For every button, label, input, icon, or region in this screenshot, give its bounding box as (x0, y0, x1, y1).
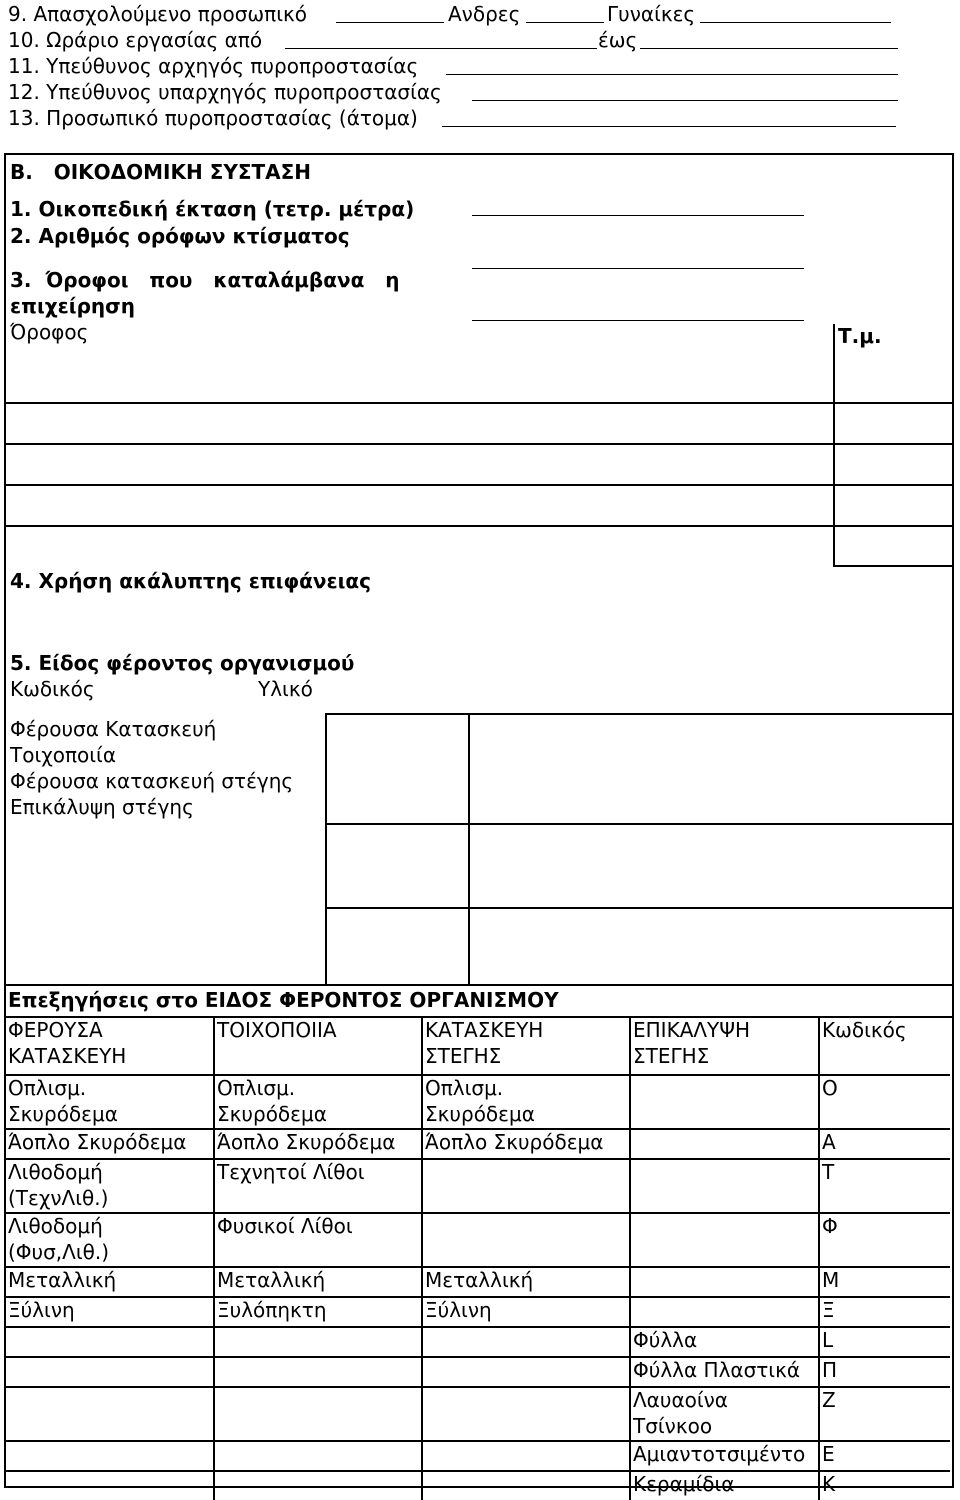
sqm-label: Τ.μ. (838, 324, 882, 348)
legend-cell: L (822, 1328, 834, 1352)
floor-label: Όροφος (10, 320, 89, 344)
plot-area-label: 1. Οικοπεδική έκταση (τετρ. μέτρα) (10, 197, 415, 221)
structure-table-line (325, 907, 954, 909)
legend-cell: Φυσικοί Λίθοι (217, 1214, 353, 1238)
legend-cell: Ξ (822, 1298, 835, 1322)
legend-cell: Τ (822, 1160, 835, 1184)
floors-table-row-line (4, 525, 954, 527)
hours-to-blank[interactable] (640, 48, 898, 49)
structure-row-label: Φέρουσα Κατασκευή (10, 717, 217, 741)
open-space-label: 4. Χρήση ακάλυπτης επιφάνειας (10, 569, 371, 593)
legend-cell: Λαυαοίνα Τσίνκοο (633, 1388, 728, 1438)
floors-table-row-line (4, 484, 954, 486)
legend-cell: Άοπλο Σκυρόδεμα (217, 1130, 396, 1154)
fire-staff-label: 13. Προσωπικό πυροπροστασίας (άτομα) (8, 106, 418, 130)
structure-table-line (325, 823, 954, 825)
legend-column-line (629, 1016, 631, 1500)
legend-cell: Κεραμίδια (633, 1472, 735, 1496)
staff-men-blank[interactable] (336, 22, 444, 23)
structure-table-divider (325, 713, 327, 984)
floors-count-label: 2. Αριθμός ορόφων κτίσματος (10, 224, 350, 248)
legend-cell: Μεταλλική (8, 1268, 117, 1292)
structure-table-line (325, 713, 954, 715)
legend-row-line (4, 1386, 950, 1388)
code-label: Κωδικός (10, 677, 95, 701)
legend-cell: Άοπλο Σκυρόδεμα (425, 1130, 604, 1154)
legend-table (4, 1016, 954, 1496)
legend-row-line (4, 1326, 950, 1328)
legend-cell: Μ (822, 1268, 840, 1292)
structure-table-line (4, 984, 954, 986)
staff-label: 9. Απασχολούμενο προσωπικό (8, 2, 307, 26)
legend-cell: Τεχνητοί Λίθοι (217, 1160, 365, 1184)
legend-row-line (4, 1212, 950, 1214)
staff-women-blank[interactable] (700, 22, 891, 23)
legend-header-cell: ΚΑΤΑΣΚΕΥΗ ΣΤΕΓΗΣ (425, 1018, 544, 1068)
floors-count-blank[interactable] (472, 268, 804, 269)
structure-type-label: 5. Είδος φέροντος οργανισμού (10, 651, 355, 675)
legend-cell: Α (822, 1130, 836, 1154)
legend-row-line (4, 1440, 950, 1442)
structure-row-label: Επικάλυψη στέγης (10, 795, 194, 819)
legend-header-cell: ΕΠΙΚΑΛΥΨΗ ΣΤΕΓΗΣ (633, 1018, 751, 1068)
hours-to-label: έως (598, 28, 638, 52)
legend-cell: Οπλισμ. Σκυρόδεμα (425, 1076, 535, 1126)
hours-label: 10. Ωράριο εργασίας από (8, 28, 263, 52)
legend-cell: Μεταλλική (425, 1268, 534, 1292)
legend-cell: Οπλισμ. Σκυρόδεμα (8, 1076, 118, 1126)
legend-cell: Λιθοδομή (Φυσ,Λιθ.) (8, 1214, 109, 1264)
legend-cell: Φύλλα Πλαστικά (633, 1358, 801, 1382)
legend-cell: Ε (822, 1442, 835, 1466)
legend-cell: Ξυλόπηκτη (217, 1298, 327, 1322)
legend-title: Επεξηγήσεις στο ΕΙΔΟΣ ΦΕΡΟΝΤΟΣ ΟΡΓΑΝΙΣΜΟΥ (8, 988, 559, 1012)
legend-cell: Λιθοδομή (ΤεχνΛιθ.) (8, 1160, 109, 1210)
legend-cell: Π (822, 1358, 838, 1382)
legend-cell: Ζ (822, 1388, 836, 1412)
floors-table-row-line (4, 402, 954, 404)
fire-chief-label: 11. Υπεύθυνος αρχηγός πυροπροστασίας (8, 54, 419, 78)
staff-men-label: Ανδρες (448, 2, 521, 26)
legend-header-cell: ΤΟΙΧΟΠΟΙΙΑ (217, 1018, 337, 1042)
legend-column-line (818, 1016, 820, 1500)
section-b-title: Β. ΟΙΚΟΔΟΜΙΚΗ ΣΥΣΤΑΣΗ (10, 160, 312, 184)
legend-cell: Μεταλλική (217, 1268, 326, 1292)
legend-cell: Ξύλινη (425, 1298, 492, 1322)
legend-header-cell: ΦΕΡΟΥΣΑ ΚΑΤΑΣΚΕΥΗ (8, 1018, 127, 1068)
fire-deputy-label: 12. Υπεύθυνος υπαρχηγός πυροπροστασίας (8, 80, 442, 104)
legend-row-line (4, 1470, 950, 1472)
hours-from-blank[interactable] (285, 48, 597, 49)
legend-cell: Ξύλινη (8, 1298, 75, 1322)
legend-row-line (4, 1356, 950, 1358)
legend-row-line (4, 1158, 950, 1160)
floors-table-row-line (4, 443, 954, 445)
legend-cell: Οπλισμ. Σκυρόδεμα (217, 1076, 327, 1126)
staff-women-label: Γυναίκες (607, 2, 696, 26)
legend-cell: Κ (822, 1472, 836, 1496)
structure-row-label: Τοιχοποιία (10, 743, 117, 767)
structure-table-divider (468, 713, 470, 984)
legend-column-line (213, 1016, 215, 1500)
legend-column-line (421, 1016, 423, 1500)
legend-cell: Αμιαντοτσιμέντο (633, 1442, 806, 1466)
staff-men-value-blank[interactable] (526, 22, 604, 23)
fire-staff-blank[interactable] (442, 126, 896, 127)
floors-occupied-label-1: 3. Όροφοι που καταλάμβανα η (10, 268, 400, 292)
legend-header-cell: Κωδικός (822, 1018, 907, 1042)
floors-occupied-label-2: επιχείρηση (10, 294, 135, 318)
legend-cell: Φ (822, 1214, 838, 1238)
structure-row-label: Φέρουσα κατασκευή στέγης (10, 769, 294, 793)
legend-cell: Φύλλα (633, 1328, 698, 1352)
floors-occupied-blank[interactable] (472, 320, 804, 321)
plot-area-blank[interactable] (472, 215, 804, 216)
legend-cell: Ο (822, 1076, 838, 1100)
fire-chief-blank[interactable] (446, 74, 898, 75)
floors-table-divider (833, 324, 835, 566)
fire-deputy-blank[interactable] (472, 100, 898, 101)
material-label: Υλικό (258, 677, 313, 701)
floors-table-row-line (833, 565, 954, 567)
legend-cell: Άοπλο Σκυρόδεμα (8, 1130, 187, 1154)
